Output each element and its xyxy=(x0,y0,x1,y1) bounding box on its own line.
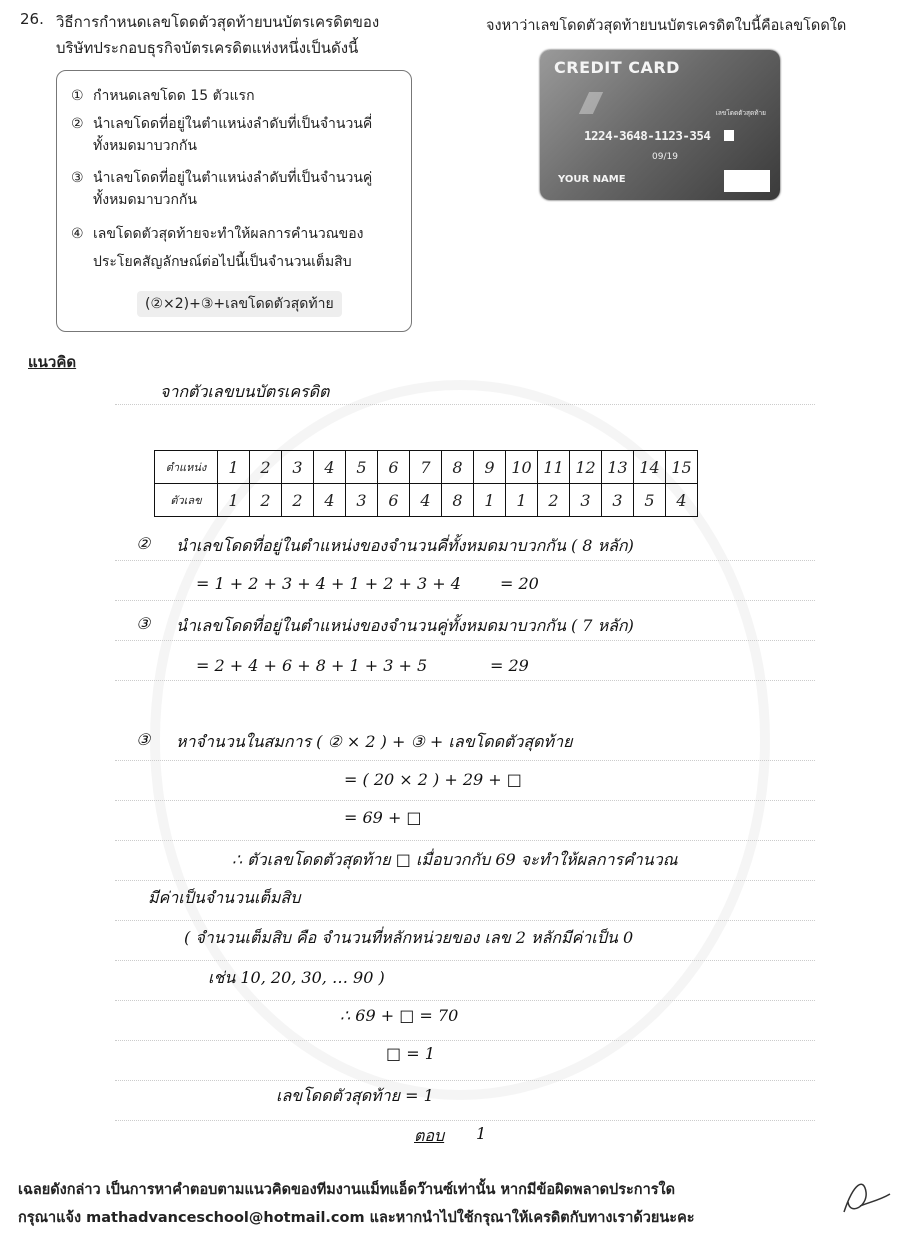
digit-cell: 1 xyxy=(474,484,506,517)
card-date: 09/19 xyxy=(652,152,678,162)
answer-label: ตอบ xyxy=(414,1126,445,1145)
card-title: CREDIT CARD xyxy=(554,58,680,77)
digit-header: ตัวเลข xyxy=(155,484,218,517)
pos-cell: 15 xyxy=(666,451,698,484)
digit-cell: 3 xyxy=(570,484,602,517)
digit-cell: 3 xyxy=(602,484,634,517)
card-last-digit-box xyxy=(724,130,734,141)
digit-cell: 2 xyxy=(282,484,314,517)
digit-cell: 4 xyxy=(410,484,442,517)
card-hologram-icon xyxy=(579,92,603,114)
step2-circle-icon: ② xyxy=(136,534,151,553)
digit-cell: 3 xyxy=(346,484,378,517)
question-right: จงหาว่าเลขโดดตัวสุดท้ายบนบัตรเครดิตใบนี้คือเลขโดดใด xyxy=(486,18,847,34)
step2-title: นำเลขโดดที่อยู่ในตำแหน่งของจำนวนคี่ทั้งหมดมาบวกกัน ( 8 หลัก) xyxy=(176,536,634,555)
step4-title: หาจำนวนในสมการ ( ② × 2 ) + ③ + เลขโดดตัวสุดท้าย xyxy=(176,732,573,751)
pos-cell: 8 xyxy=(442,451,474,484)
conclusion-line1: ∴ ตัวเลขโดดตัวสุดท้าย □ เมื่อบวกกับ 69 จะทำให้ผลการคำนวณ xyxy=(232,850,678,869)
rule-4: ④ เลขโดดตัวสุดท้ายจะทำให้ผลการคำนวณของ xyxy=(71,226,364,242)
step3-result: = 29 xyxy=(490,656,529,675)
step3-calc: = 2 + 4 + 6 + 8 + 1 + 3 + 5 xyxy=(196,656,428,675)
pos-cell: 11 xyxy=(538,451,570,484)
digit-cell: 2 xyxy=(250,484,282,517)
pos-cell: 4 xyxy=(314,451,346,484)
digit-cell: 8 xyxy=(442,484,474,517)
step4-circle-icon: ③ xyxy=(136,730,151,749)
footer-line1: เฉลยดังกล่าว เป็นการหาคำตอบตามแนวคิดของทีมงานแม็ทแอ็ดว๊านซ์เท่านั้น หากมีข้อผิดพลาดประการใด xyxy=(18,1182,676,1198)
rule-2: ② นำเลขโดดที่อยู่ในตำแหน่งลำดับที่เป็นจำนวนคี่ xyxy=(71,116,373,132)
solution-intro: จากตัวเลขบนบัตรเครดิต xyxy=(160,382,330,401)
pos-cell: 3 xyxy=(282,451,314,484)
equation-1: ∴ 69 + □ = 70 xyxy=(340,1006,459,1025)
pos-cell: 13 xyxy=(602,451,634,484)
step4-line2: = 69 + □ xyxy=(344,808,422,827)
rule-2-cont: ทั้งหมดมาบวกกัน xyxy=(93,138,197,154)
rule-3: ③ นำเลขโดดที่อยู่ในตำแหน่งลำดับที่เป็นจำนวนคู่ xyxy=(71,170,373,186)
signature-icon xyxy=(836,1172,892,1222)
digit-cell: 2 xyxy=(538,484,570,517)
pos-cell: 7 xyxy=(410,451,442,484)
conclusion-line2: มีค่าเป็นจำนวนเต็มสิบ xyxy=(148,888,301,907)
answer-value: 1 xyxy=(476,1124,487,1143)
credit-card xyxy=(540,50,780,200)
note-line1: ( จำนวนเต็มสิบ คือ จำนวนที่หลักหน่วยของ เลข 2 หลักมีค่าเป็น 0 xyxy=(184,928,634,947)
pos-header: ตำแหน่ง xyxy=(155,451,218,484)
footer-line2: กรุณาแจ้ง mathadvanceschool@hotmail.com และหากนำไปใช้กรุณาให้เครดิตกับทางเราด้วยนะคะ xyxy=(18,1210,695,1226)
table-row-positions xyxy=(155,451,698,484)
digit-cell: 4 xyxy=(666,484,698,517)
card-number: 1224-3648-1123-354 xyxy=(584,128,711,143)
rule-4-cont: ประโยคสัญลักษณ์ต่อไปนี้เป็นจำนวนเต็มสิบ xyxy=(93,254,352,270)
digit-cell: 6 xyxy=(378,484,410,517)
step2-result: = 20 xyxy=(500,574,539,593)
step3-title: นำเลขโดดที่อยู่ในตำแหน่งของจำนวนคู่ทั้งหมดมาบวกกัน ( 7 หลัก) xyxy=(176,616,634,635)
digit-cell: 1 xyxy=(218,484,250,517)
pos-cell: 12 xyxy=(570,451,602,484)
step2-calc: = 1 + 2 + 3 + 4 + 1 + 2 + 3 + 4 xyxy=(196,574,461,593)
rule-3-cont: ทั้งหมดมาบวกกัน xyxy=(93,192,197,208)
card-name: YOUR NAME xyxy=(558,174,626,185)
digit-cell: 5 xyxy=(634,484,666,517)
question-number: 26. xyxy=(20,10,44,28)
note-line2: เช่น 10, 20, 30, … 90 ) xyxy=(208,968,385,987)
pos-cell: 2 xyxy=(250,451,282,484)
pos-cell: 5 xyxy=(346,451,378,484)
table-row-digits xyxy=(155,484,698,517)
step3-circle-icon: ③ xyxy=(136,614,151,633)
digit-table xyxy=(154,450,698,517)
digit-cell: 1 xyxy=(506,484,538,517)
digit-cell: 4 xyxy=(314,484,346,517)
formula: (②×2)+③+เลขโดดตัวสุดท้าย xyxy=(137,291,342,317)
question-line-1: วิธีการกำหนดเลขโดดตัวสุดท้ายบนบัตรเครดิตของ xyxy=(56,13,380,31)
card-signature-box xyxy=(724,170,770,192)
pos-cell: 6 xyxy=(378,451,410,484)
pos-cell: 9 xyxy=(474,451,506,484)
rules-box xyxy=(56,70,412,332)
pos-cell: 10 xyxy=(506,451,538,484)
pos-cell: 14 xyxy=(634,451,666,484)
question-line-2: บริษัทประกอบธุรกิจบัตรเครดิตแห่งหนึ่งเป็นดังนี้ xyxy=(56,39,359,57)
pos-cell: 1 xyxy=(218,451,250,484)
final-statement: เลขโดดตัวสุดท้าย = 1 xyxy=(276,1086,434,1105)
rule-1: ① กำหนดเลขโดด 15 ตัวแรก xyxy=(71,88,255,104)
step4-line1: = ( 20 × 2 ) + 29 + □ xyxy=(344,770,522,789)
equation-2: □ = 1 xyxy=(386,1044,435,1063)
solution-label: แนวคิด xyxy=(28,353,77,371)
card-last-digit-label: เลขโดดตัวสุดท้าย xyxy=(715,109,766,117)
